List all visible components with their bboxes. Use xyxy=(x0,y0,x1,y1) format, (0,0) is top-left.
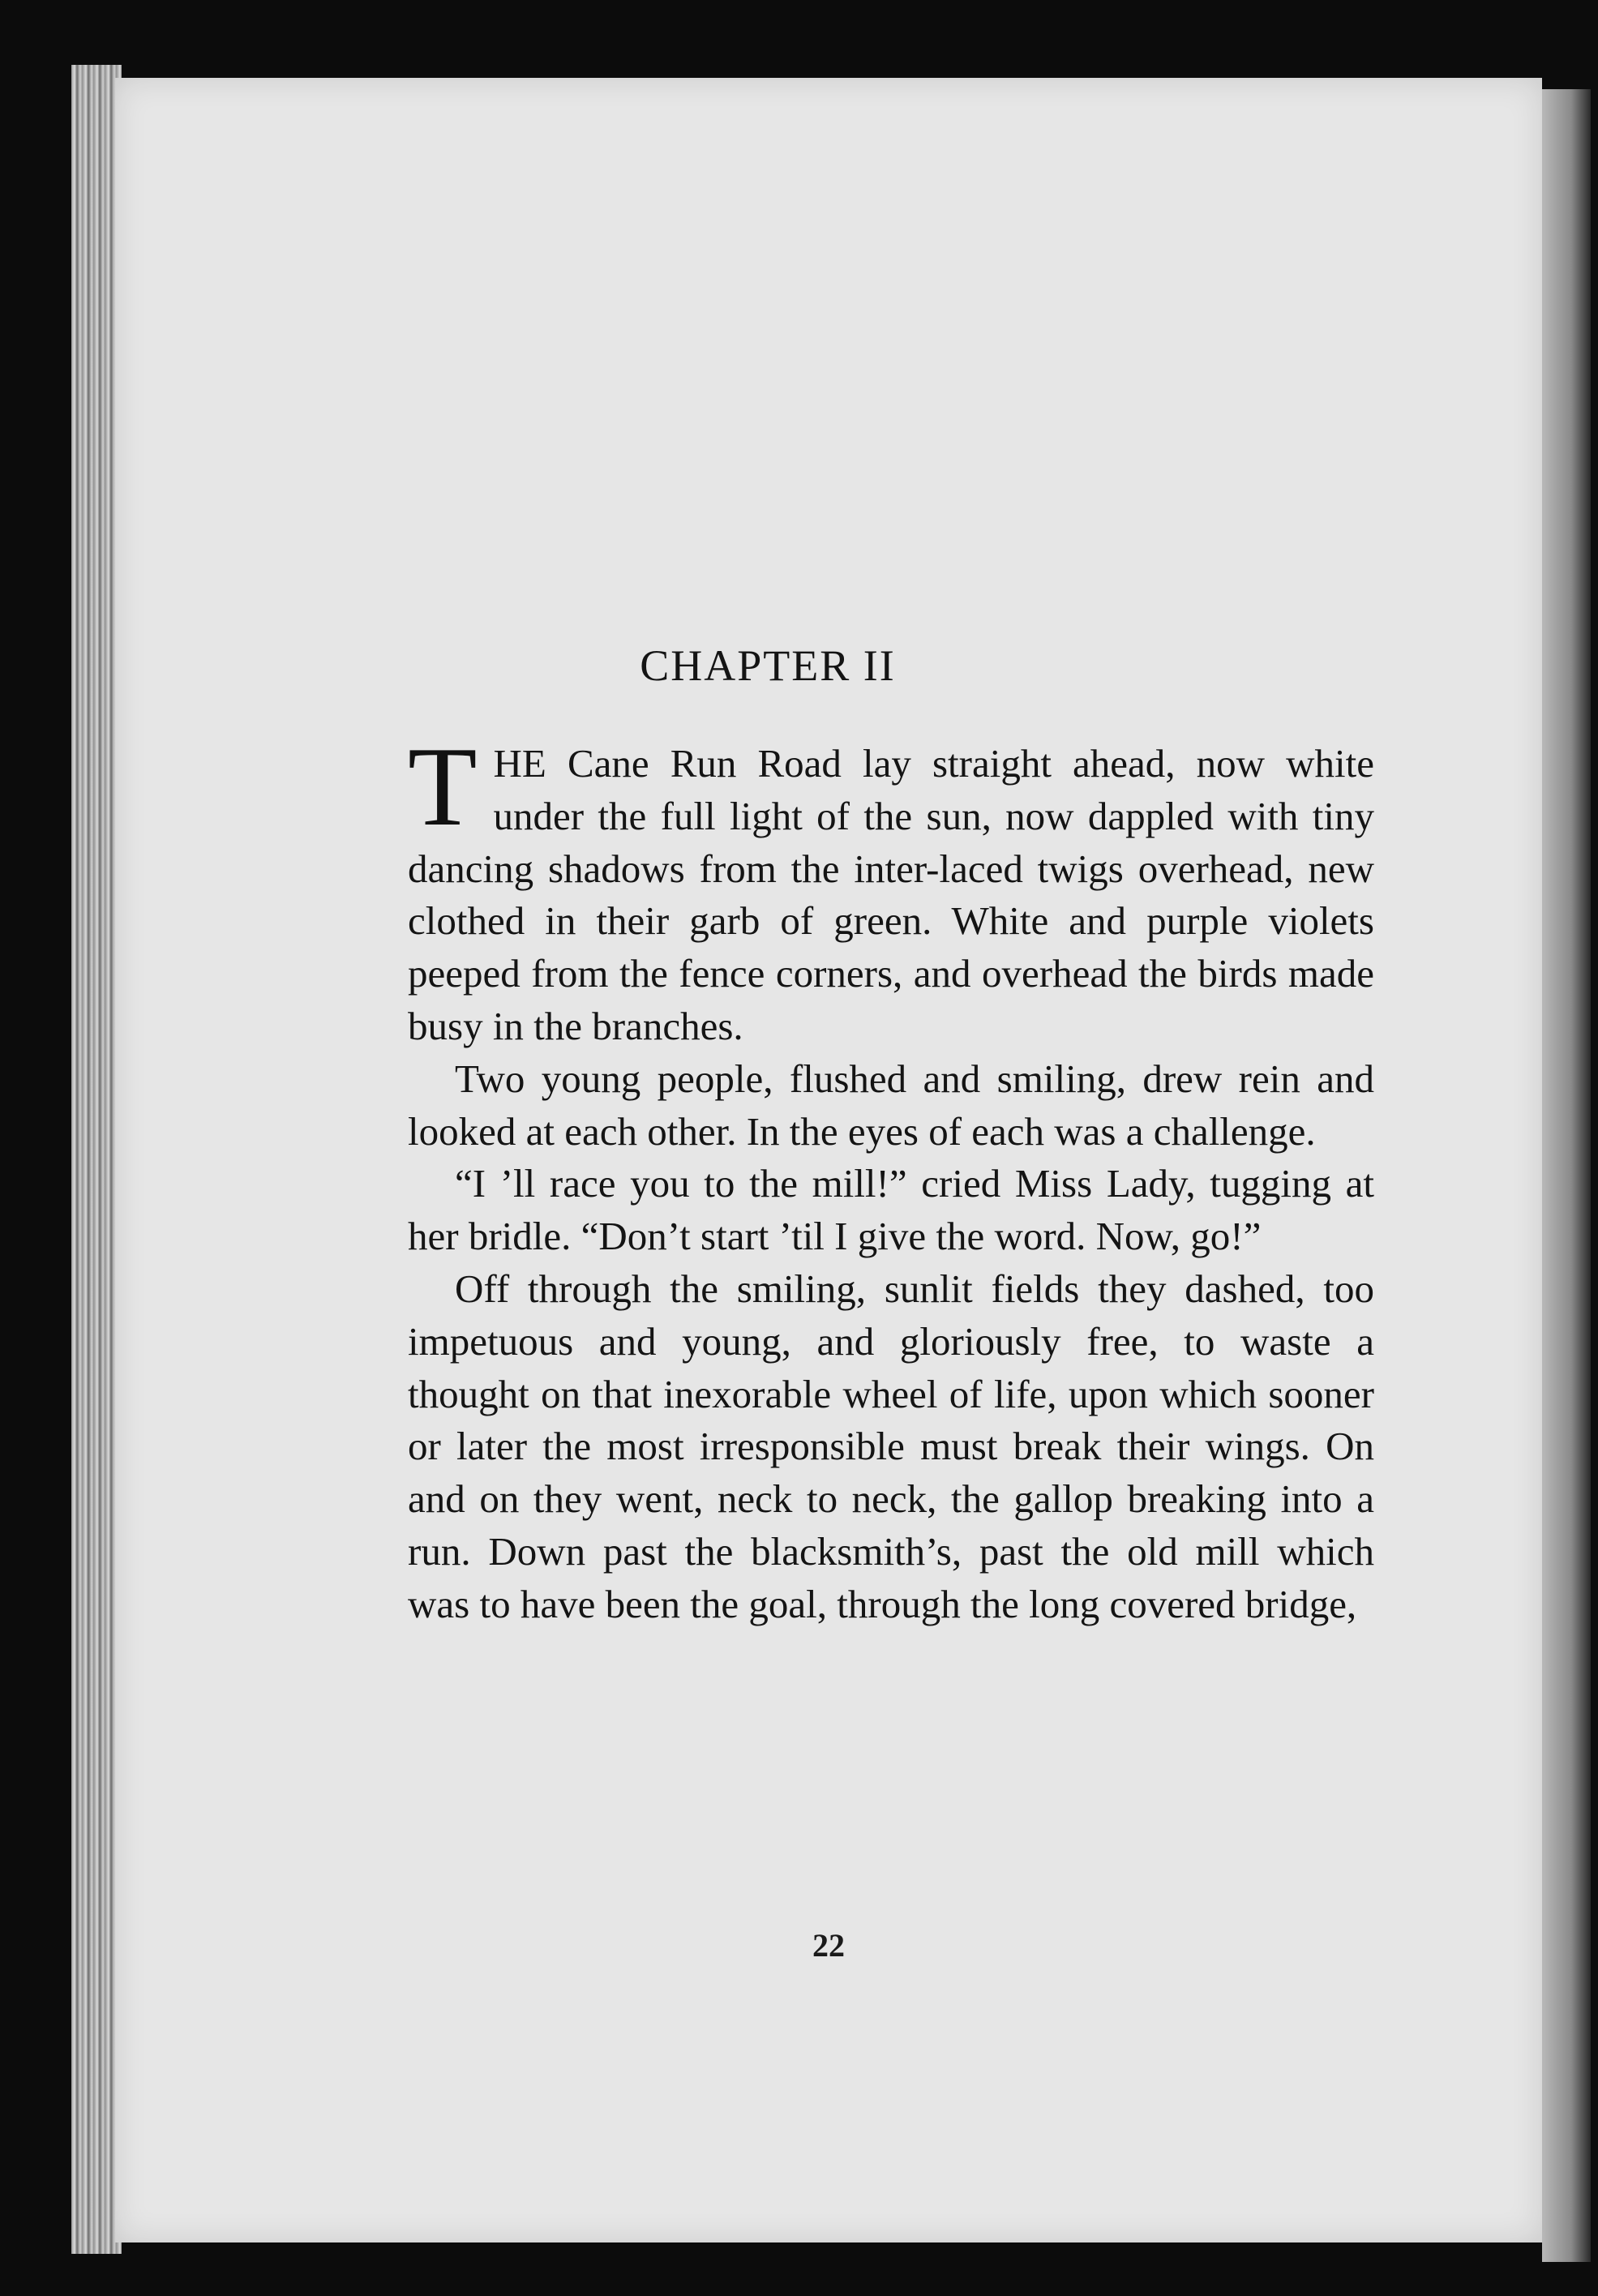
drop-cap-letter: T xyxy=(408,724,478,850)
chapter-heading: CHAPTER II xyxy=(640,641,896,690)
page-stack-right-edge xyxy=(1542,89,1591,2262)
paragraph-2: Two young people, flushed and smiling, drew rein and looked at each other. In the eyes of each was a challenge. xyxy=(408,1056,1374,1154)
page-number: 22 xyxy=(812,1927,845,1964)
paragraph-4: Off through the smiling, sunlit fields they dashed, too impetuous and young, and gloriously free, to waste a thought on that inexorable wheel of life, upon which sooner or later the most irresponsible must break their wings. On and on they went, neck to neck, the gallop breaking into a run. Down past the blacksmith’s, past the old mill which was to have been the goal, through the long covered bridge, xyxy=(408,1266,1374,1626)
paragraph-1-text: HE Cane Run Road lay straight ahead, now white under the full light of the sun, now dappled with tiny dancing shadows from the inter-laced twigs overhead, new clothed in their garb of green. White and purple violets peeped from the fence corners, and overhead the birds made busy in the branches. xyxy=(408,741,1374,1048)
chapter-body xyxy=(408,724,1374,1631)
paragraph-1 xyxy=(408,724,1374,1053)
paragraph-3: “I ’ll race you to the mill!” cried Miss Lady, tugging at her bridle. “Don’t start ’til I give the word. Now, go!” xyxy=(408,1161,1374,1259)
page-stack-left-edge xyxy=(71,65,122,2254)
